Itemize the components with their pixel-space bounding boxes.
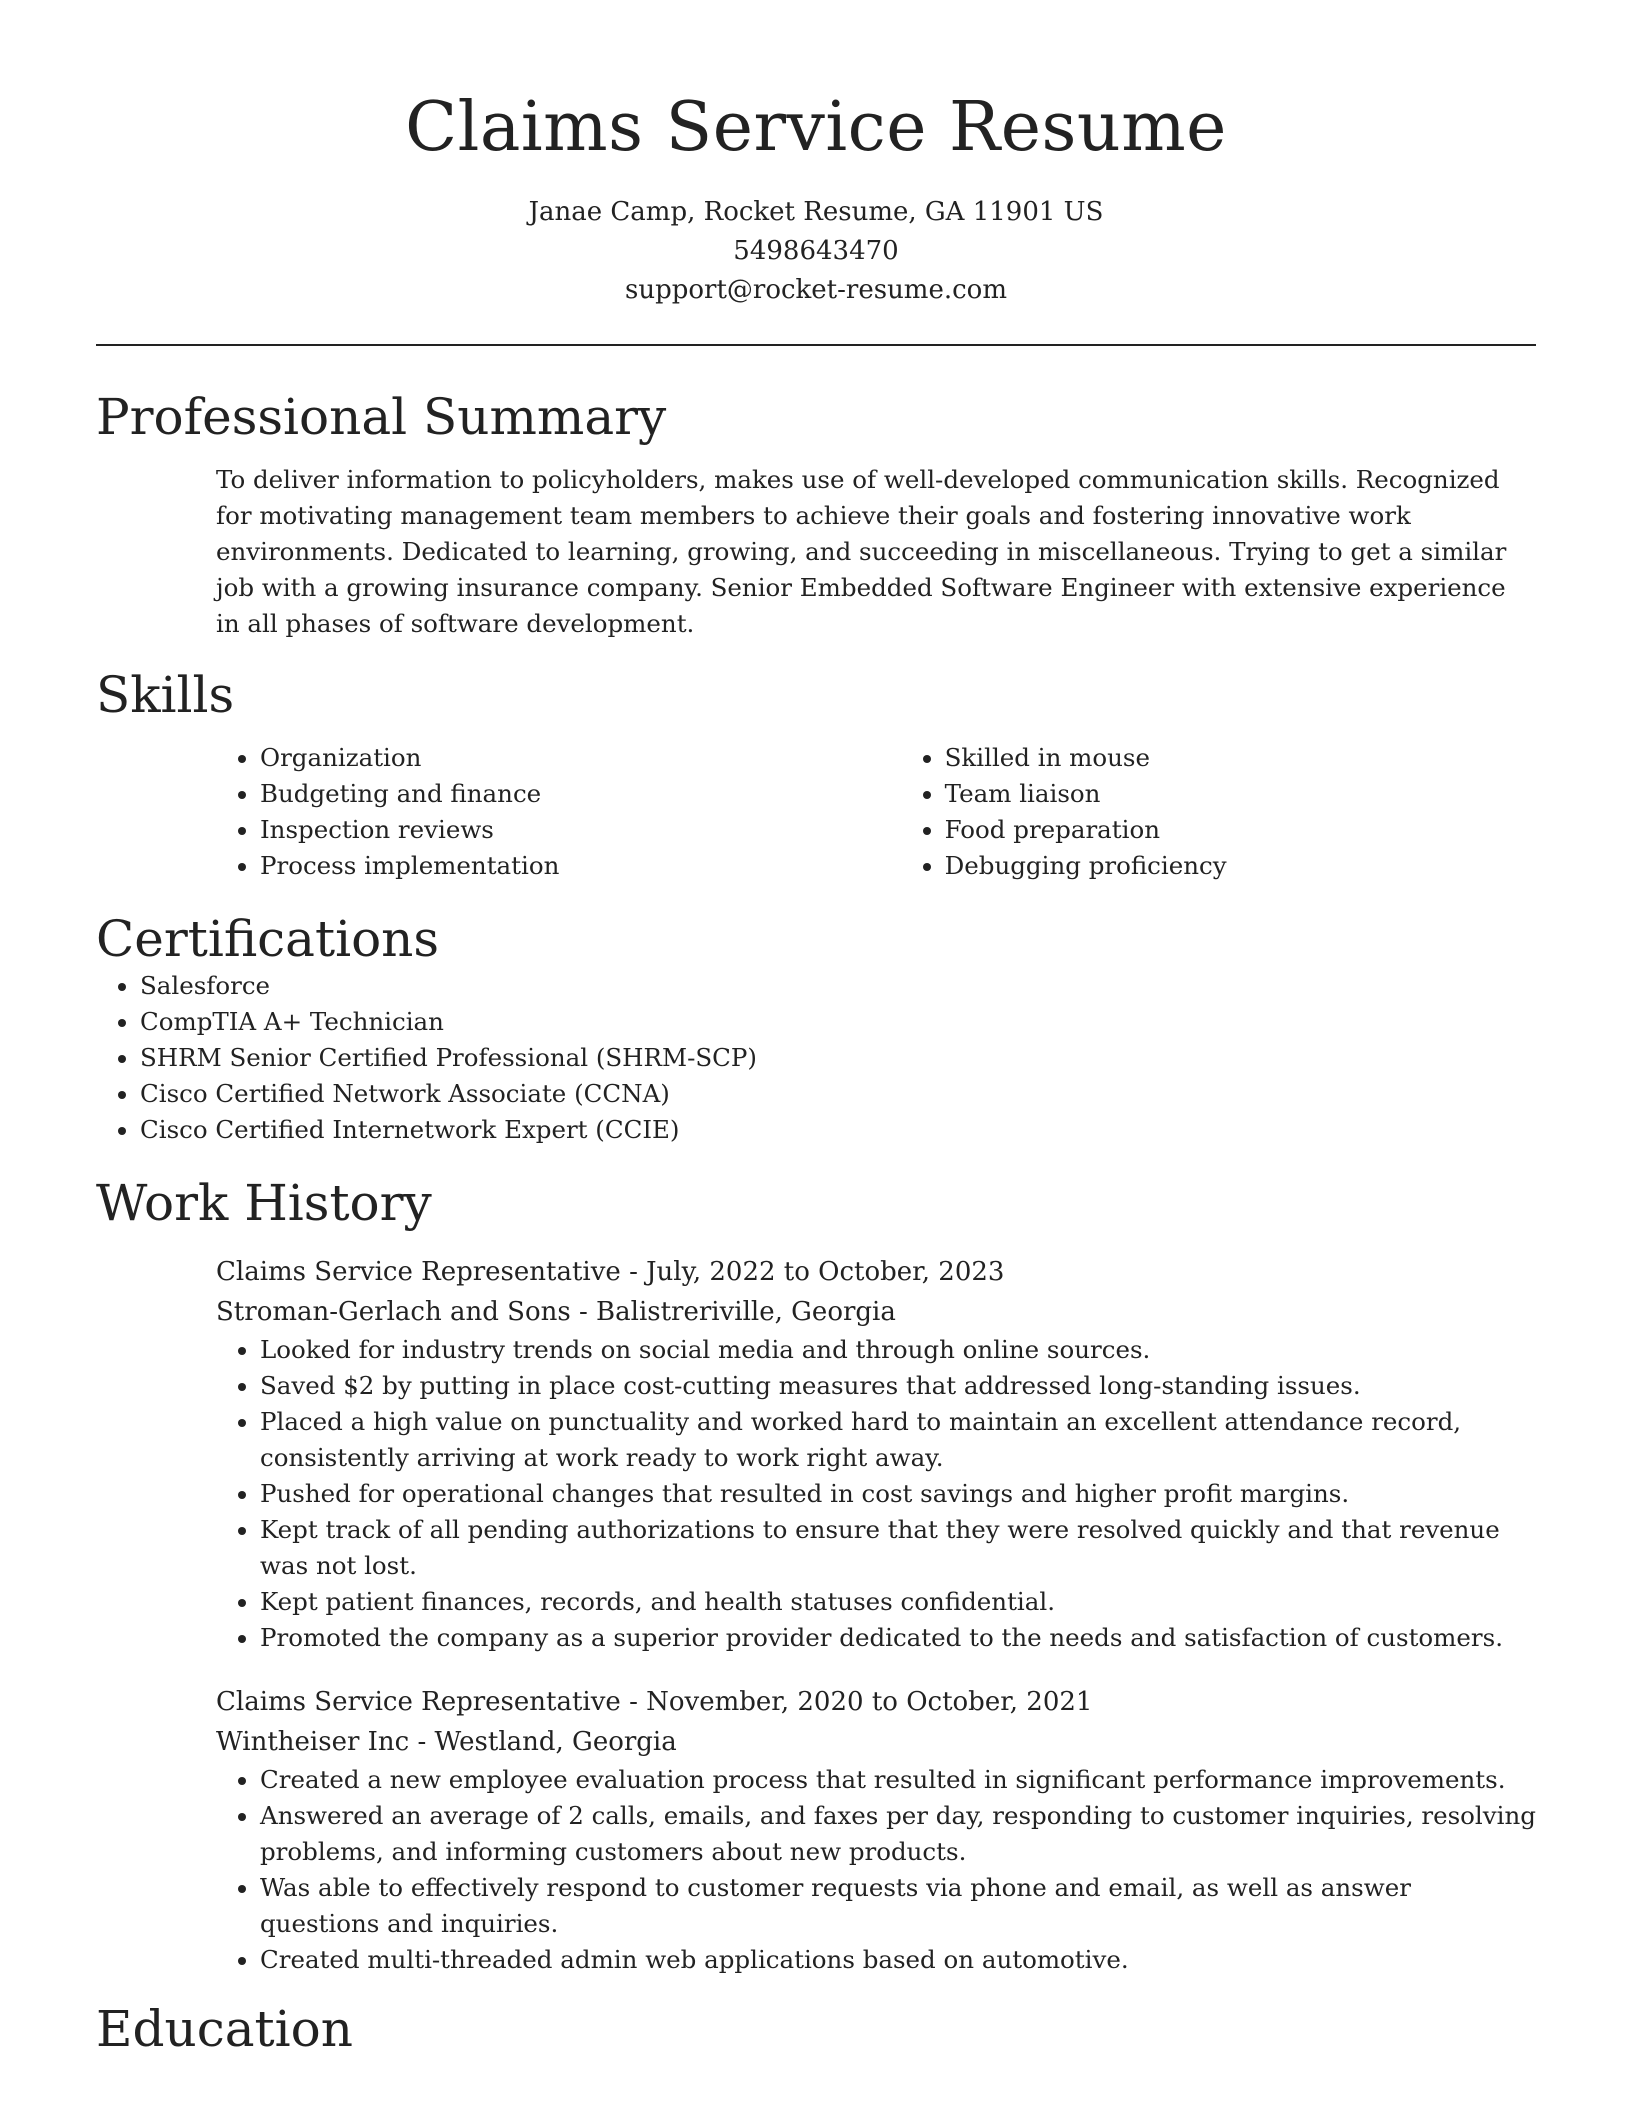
skills-list — [216, 740, 1536, 884]
contact-phone: 5498643470 — [733, 236, 899, 266]
job-bullet: • Saved $2 by putting in place cost-cutting measures that addressed long-standing issues. — [260, 1368, 1536, 1404]
work-history-heading: Work History — [96, 1174, 432, 1232]
skill-item: • Process implementation — [260, 848, 901, 884]
job-bullet: • Created multi-threaded admin web applications based on automotive. — [260, 1942, 1536, 1978]
contact-block — [96, 193, 1536, 310]
job-bullet: • Promoted the company as a superior provider dedicated to the needs and satisfaction of customers. — [260, 1620, 1536, 1656]
certification-item: • Cisco Certified Network Associate (CCNA) — [140, 1076, 1536, 1112]
resume-page — [96, 0, 1536, 2058]
education-heading: Education — [96, 2000, 353, 2058]
skill-item: • Budgeting and finance — [260, 776, 901, 812]
skills-column-right — [901, 740, 1536, 884]
header-divider — [96, 344, 1536, 346]
certifications-heading: Certifications — [96, 910, 440, 968]
skills-heading: Skills — [96, 666, 235, 724]
job-company-line: Stroman-Gerlach and Sons - Balistreriville, Georgia — [216, 1297, 896, 1327]
skills-column-left — [216, 740, 901, 884]
job-bullet-list — [216, 1762, 1536, 1978]
job-bullet-list — [216, 1332, 1536, 1656]
summary-text: To deliver information to policyholders, makes use of well-developed communication skills. Recognized for motivating management team members to achieve their goals and fostering innovative work environments. Dedicated to learning, growing, and succeeding in miscellaneous. Trying to get a similar job with a growing insurance company. Senior Embedded Software Engineer with extensive experience in all phases of software development. — [216, 465, 1507, 638]
job-title-line: Claims Service Representative - November, 2020 to October, 2021 — [216, 1687, 1093, 1717]
certification-item: • SHRM Senior Certified Professional (SHRM-SCP) — [140, 1040, 1536, 1076]
certifications-list — [96, 968, 1536, 1148]
job-bullet: • Created a new employee evaluation process that resulted in significant performance improvements. — [260, 1762, 1536, 1798]
skill-item: • Skilled in mouse — [945, 740, 1536, 776]
contact-email: support@rocket-resume.com — [624, 275, 1007, 305]
job-entry — [216, 1252, 1536, 1656]
job-bullet: • Answered an average of 2 calls, emails, and faxes per day, responding to customer inquiries, resolving problems, and informing customers about new products. — [260, 1798, 1536, 1870]
certification-item: • Salesforce — [140, 968, 1536, 1004]
skill-item: • Team liaison — [945, 776, 1536, 812]
skill-item: • Food preparation — [945, 812, 1536, 848]
skill-item: • Debugging proficiency — [945, 848, 1536, 884]
job-title-line: Claims Service Representative - July, 2022 to October, 2023 — [216, 1257, 1005, 1287]
skill-item: • Inspection reviews — [260, 812, 901, 848]
job-bullet: • Was able to effectively respond to customer requests via phone and email, as well as answer questions and inquiries. — [260, 1870, 1536, 1942]
job-bullet: • Kept patient finances, records, and health statuses confidential. — [260, 1584, 1536, 1620]
certification-item: • CompTIA A+ Technician — [140, 1004, 1536, 1040]
contact-address: Janae Camp, Rocket Resume, GA 11901 US — [528, 197, 1104, 227]
job-company-line: Wintheiser Inc - Westland, Georgia — [216, 1727, 677, 1757]
summary-heading: Professional Summary — [96, 388, 667, 446]
skill-item: • Organization — [260, 740, 901, 776]
job-entry — [216, 1682, 1536, 1978]
job-bullet: • Looked for industry trends on social media and through online sources. — [260, 1332, 1536, 1368]
job-bullet: • Pushed for operational changes that resulted in cost savings and higher profit margins. — [260, 1476, 1536, 1512]
certification-item: • Cisco Certified Internetwork Expert (CCIE) — [140, 1112, 1536, 1148]
job-bullet: • Kept track of all pending authorizations to ensure that they were resolved quickly and that revenue was not lost. — [260, 1512, 1536, 1584]
resume-title: Claims Service Resume — [405, 88, 1227, 167]
job-bullet: • Placed a high value on punctuality and worked hard to maintain an excellent attendance record, consistently arriving at work ready to work right away. — [260, 1404, 1536, 1476]
